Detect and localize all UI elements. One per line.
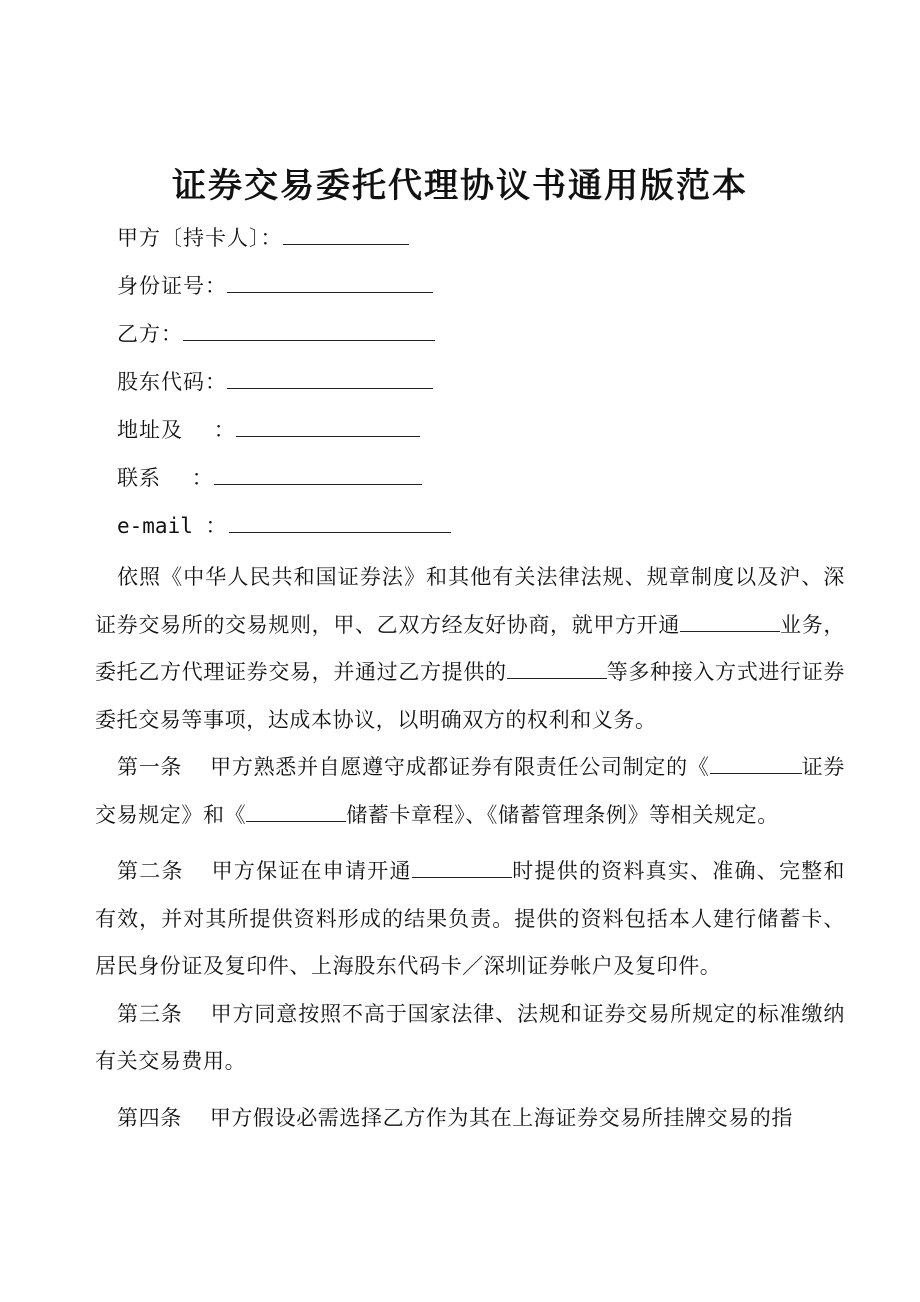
intro-paragraph bbox=[95, 554, 845, 744]
field-address-label: 地址及 ： bbox=[117, 418, 236, 442]
field-shareholder-code-label: 股东代码： bbox=[117, 370, 227, 394]
article-3-number: 第三条 bbox=[117, 1001, 183, 1026]
field-party-a bbox=[117, 222, 409, 253]
field-party-a-label: 甲方〔持卡人〕： bbox=[117, 226, 283, 250]
article-1-text-2: 证券交易规定》和《 bbox=[95, 755, 845, 827]
article-4-text: 甲方假设必需选择乙方作为其在上海证券交易所挂牌交易的指 bbox=[209, 1105, 794, 1130]
field-contact-label: 联系 ： bbox=[117, 466, 214, 490]
document-body bbox=[95, 554, 845, 1142]
article-4-number: 第四条 bbox=[117, 1105, 182, 1130]
field-id-number bbox=[117, 270, 433, 301]
field-id-number-blank[interactable] bbox=[227, 270, 433, 293]
field-party-b-label: 乙方： bbox=[117, 322, 183, 346]
field-contact bbox=[117, 462, 422, 493]
intro-blank-2[interactable] bbox=[507, 658, 607, 679]
field-address bbox=[117, 414, 420, 445]
field-shareholder-code bbox=[117, 366, 433, 397]
article-3 bbox=[95, 991, 845, 1086]
article-2-blank[interactable] bbox=[412, 857, 512, 878]
intro-text-2: 业务，委托乙方代理证券交易，并通过乙方提供的 bbox=[95, 612, 845, 684]
intro-text-1: 依照《中华人民共和国证券法》和其他有关法律法规、规章制度以及沪、深证券交易所的交易规则，甲、乙双方经友好协商，就甲方开通 bbox=[95, 565, 845, 637]
field-email-blank[interactable] bbox=[229, 510, 451, 533]
article-4 bbox=[95, 1095, 845, 1143]
field-party-b-blank[interactable] bbox=[183, 318, 435, 341]
article-2 bbox=[95, 848, 845, 991]
article-1 bbox=[95, 744, 845, 839]
article-1-number: 第一条 bbox=[117, 755, 183, 779]
article-2-text-2: 时提供的资料真实、准确、完整和有效，并对其所提供资料形成的结果负责。提供的资料包括本人建行储蓄卡、居民身份证及复印件、上海股东代码卡／深圳证券帐户及复印件。 bbox=[95, 859, 845, 978]
field-party-b bbox=[117, 318, 435, 349]
article-1-text-1: 甲方熟悉并自愿遵守成都证券有限责任公司制定的《 bbox=[210, 755, 710, 779]
field-email bbox=[117, 510, 451, 541]
article-2-number: 第二条 bbox=[117, 859, 184, 883]
field-party-a-blank[interactable] bbox=[283, 222, 409, 245]
article-1-text-3: 储蓄卡章程》、《储蓄管理条例》等相关规定。 bbox=[346, 802, 779, 827]
article-3-text: 甲方同意按照不高于国家法律、法规和证券交易所规定的标准缴纳有关交易费用。 bbox=[95, 1001, 845, 1073]
field-email-label: e-mail ： bbox=[117, 514, 227, 538]
article-1-blank-1[interactable] bbox=[710, 753, 802, 774]
field-address-blank[interactable] bbox=[236, 414, 420, 437]
field-contact-blank[interactable] bbox=[214, 462, 422, 485]
intro-text-3: 等多种接入方式进行证券委托交易等事项，达成本协议，以明确双方的权利和义务。 bbox=[95, 660, 845, 732]
field-shareholder-code-blank[interactable] bbox=[227, 366, 433, 389]
field-id-number-label: 身份证号： bbox=[117, 274, 227, 298]
intro-blank-1[interactable] bbox=[680, 611, 780, 632]
article-1-blank-2[interactable] bbox=[246, 801, 346, 822]
document-title: 证券交易委托代理协议书通用版范本 bbox=[172, 166, 748, 206]
article-2-text-1: 甲方保证在申请开通 bbox=[211, 859, 412, 883]
